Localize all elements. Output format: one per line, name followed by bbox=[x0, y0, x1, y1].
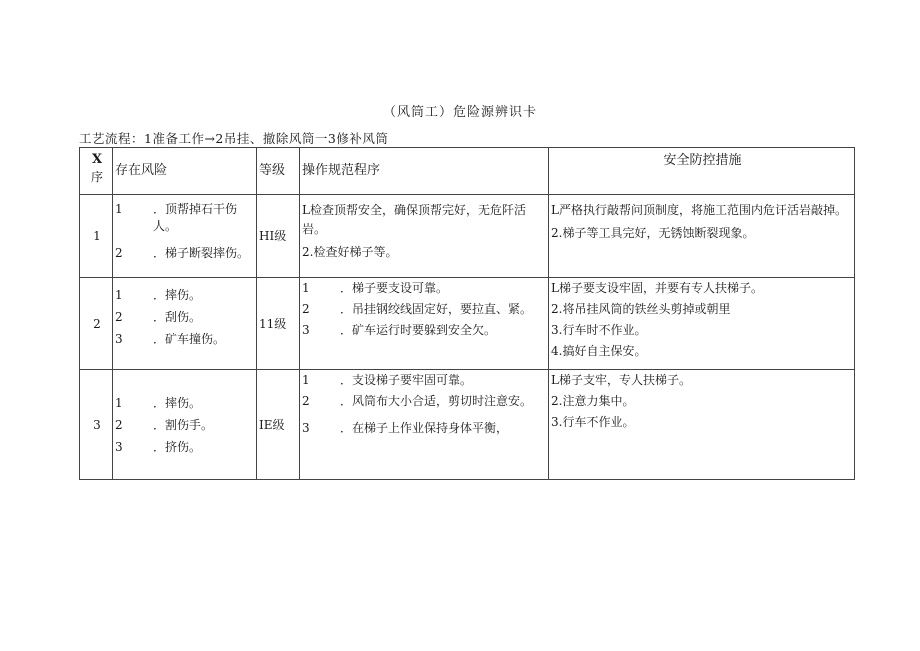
risk-item-text: ．矿车撞伤。 bbox=[153, 332, 226, 346]
procedure-item-number: 2 bbox=[302, 302, 310, 316]
risk-item-text: ．顶帮掉石干伤人。 bbox=[153, 202, 238, 233]
measure-item: L梯子支牢，专人扶梯子。 bbox=[551, 373, 691, 387]
measure-item: 4.搞好自主保安。 bbox=[551, 344, 647, 358]
risk-item bbox=[115, 414, 256, 436]
row-number: 1 bbox=[80, 195, 113, 278]
table-row bbox=[80, 195, 855, 278]
risk-item-number: 2 bbox=[115, 310, 123, 324]
risk-item-text: ．挤伤。 bbox=[153, 439, 202, 454]
risk-item bbox=[115, 436, 256, 458]
procedure-item: 2.检查好梯子等。 bbox=[302, 245, 398, 259]
risk-item-text: ．摔伤。 bbox=[153, 395, 202, 410]
risk-item bbox=[115, 328, 256, 350]
risk-item bbox=[115, 392, 256, 414]
procedure-item-text: ．风筒布大小合适，剪切时注意安。 bbox=[340, 394, 533, 408]
document-title: （风筒工）危险源辨识卡 bbox=[382, 105, 537, 120]
risk-item-text: ．割伤手。 bbox=[153, 417, 214, 432]
procedure-item bbox=[302, 299, 548, 320]
measure-item: 2.将吊挂风筒的铁丝头剪掉或朝里 bbox=[551, 302, 731, 316]
measure-item: L严格执行敲帮问顶制度，将施工范围内危讦活岩敲掉。 bbox=[551, 203, 847, 217]
procedure-item-number: 1 bbox=[302, 281, 310, 295]
risk-item-number: 3 bbox=[115, 439, 123, 454]
measures-cell bbox=[549, 195, 855, 278]
table-row bbox=[80, 370, 855, 480]
risk-item bbox=[115, 201, 256, 235]
header-seq bbox=[80, 148, 113, 195]
grade-cell: IE级 bbox=[257, 370, 300, 480]
procedure-item-text: ．在梯子上作业保持身体平衡， bbox=[340, 421, 509, 435]
measure-item: 3.行车时不作业。 bbox=[551, 323, 647, 337]
measures-cell bbox=[549, 370, 855, 480]
header-seq-label: 序 bbox=[90, 170, 103, 184]
risk-item-text: ．刮伤。 bbox=[153, 310, 202, 324]
procedure-item-number: 3 bbox=[302, 323, 310, 337]
risk-cell bbox=[113, 370, 257, 480]
measure-item: 2.注意力集中。 bbox=[551, 394, 635, 408]
risk-item-number: 2 bbox=[115, 417, 123, 432]
risk-item-text: ．梯子断裂摔伤。 bbox=[153, 246, 250, 260]
header-procedure bbox=[300, 148, 549, 195]
procedure-item: L检查顶帮安全，确保顶帮完好，无危阡活岩。 bbox=[302, 203, 526, 236]
measure-item: 3.行车不作业。 bbox=[551, 415, 635, 429]
grade-cell: HI级 bbox=[257, 195, 300, 278]
risk-cell bbox=[113, 278, 257, 370]
procedure-item-text: ．梯子要支设可靠。 bbox=[340, 281, 449, 295]
procedure-item-text: ．吊挂钢绞线固定好，要拉直、紧。 bbox=[340, 302, 533, 316]
hazard-table bbox=[79, 147, 855, 480]
header-risk-label: 存在风险 bbox=[115, 163, 168, 178]
risk-item-number: 1 bbox=[115, 395, 123, 410]
header-grade-label: 等级 bbox=[259, 163, 286, 178]
header-procedure-label: 操作规范程序 bbox=[302, 163, 381, 178]
header-risk bbox=[113, 148, 257, 195]
procedure-item-number: 2 bbox=[302, 394, 310, 408]
header-measures bbox=[549, 148, 855, 195]
procedure-item-text: ．支设梯子要牢固可靠。 bbox=[340, 373, 473, 387]
measures-cell bbox=[549, 278, 855, 370]
risk-item-number: 2 bbox=[115, 246, 123, 260]
table-header-row bbox=[80, 148, 855, 195]
procedure-cell bbox=[300, 195, 549, 278]
grade-cell: 11级 bbox=[257, 278, 300, 370]
procedure-item bbox=[302, 278, 548, 299]
process-flow: 工艺流程：1准备工作→2吊挂、撤除风筒一3修补风筒 bbox=[79, 131, 389, 146]
procedure-item bbox=[302, 418, 548, 439]
procedure-item bbox=[302, 391, 548, 412]
risk-item-number: 1 bbox=[115, 202, 123, 216]
procedure-cell bbox=[300, 370, 549, 480]
row-number: 3 bbox=[80, 370, 113, 480]
risk-item bbox=[115, 284, 256, 306]
risk-item bbox=[115, 306, 256, 328]
risk-item-number: 1 bbox=[115, 288, 123, 302]
procedure-item-number: 1 bbox=[302, 373, 310, 387]
procedure-item-text: ．矿车运行时要躲到安全欠。 bbox=[340, 323, 497, 337]
measure-item: L梯子要支设牢固，并要有专人扶梯子。 bbox=[551, 281, 763, 295]
procedure-cell bbox=[300, 278, 549, 370]
risk-item-text: ．摔伤。 bbox=[153, 288, 202, 302]
risk-cell bbox=[113, 195, 257, 278]
table-row bbox=[80, 278, 855, 370]
risk-item bbox=[115, 245, 256, 262]
header-grade bbox=[257, 148, 300, 195]
procedure-item-number: 3 bbox=[302, 421, 310, 435]
measure-item: 2.梯子等工具完好，无锈蚀断裂现象。 bbox=[551, 226, 755, 240]
header-seq-x: X bbox=[91, 152, 103, 167]
procedure-item bbox=[302, 320, 548, 341]
procedure-item bbox=[302, 370, 548, 391]
risk-item-number: 3 bbox=[115, 332, 123, 346]
row-number: 2 bbox=[80, 278, 113, 370]
header-measures-label: 安全防控措施 bbox=[663, 153, 742, 168]
